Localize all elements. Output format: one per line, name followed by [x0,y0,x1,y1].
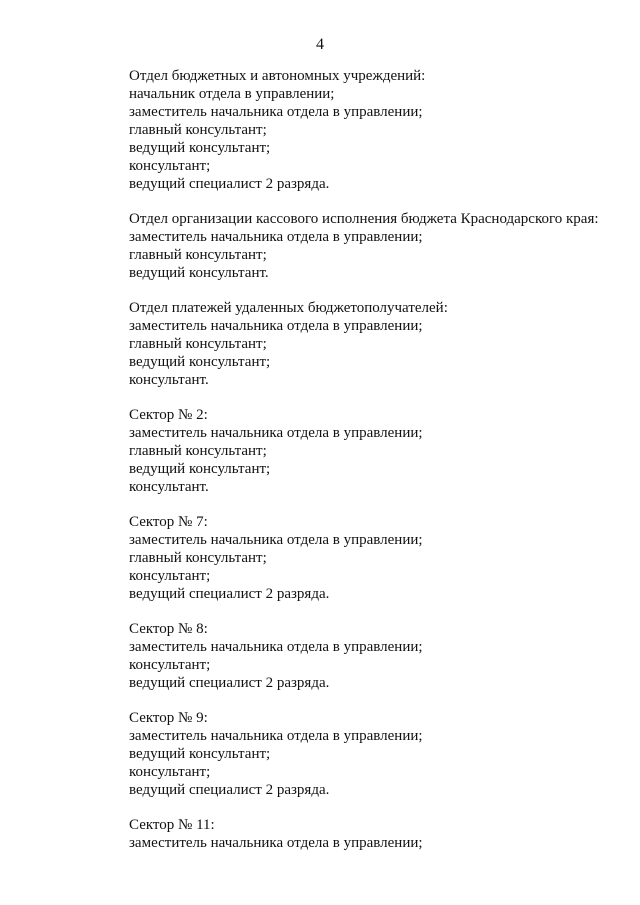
section-sector-9 [129,709,629,799]
position-line: ведущий специалист 2 разряда. [129,176,330,192]
document-body [129,67,629,852]
position-line: ведущий консультант; [129,461,271,477]
position-line: ведущий специалист 2 разряда. [129,675,330,691]
position-line: консультант; [129,158,211,174]
section-sector-8 [129,620,629,692]
position-line: ведущий консультант; [129,140,271,156]
section-heading: Сектор № 8: [129,621,208,637]
position-line: главный консультант; [129,336,267,352]
position-line: ведущий консультант; [129,746,271,762]
section-heading: Отдел организации кассового исполнения бюджета Краснодарского края: [129,211,599,227]
position-line: ведущий специалист 2 разряда. [129,782,330,798]
page-number: 4 [316,36,324,53]
section-sector-2 [129,406,629,496]
position-line: консультант. [129,479,209,495]
position-line: заместитель начальника отдела в управлении; [129,532,423,548]
position-line: заместитель начальника отдела в управлении; [129,104,423,120]
section-remote-recipients-payments [129,299,629,389]
position-line: ведущий консультант; [129,354,271,370]
position-line: заместитель начальника отдела в управлении; [129,229,423,245]
section-heading: Сектор № 9: [129,710,208,726]
position-line: консультант; [129,764,211,780]
section-heading: Сектор № 11: [129,817,215,833]
position-line: консультант; [129,568,211,584]
position-line: заместитель начальника отдела в управлении; [129,728,423,744]
position-line: консультант. [129,372,209,388]
position-line: главный консультант; [129,550,267,566]
position-line: ведущий консультант. [129,265,269,281]
position-line: ведущий специалист 2 разряда. [129,586,330,602]
section-sector-7 [129,513,629,603]
section-budget-autonomous-institutions [129,67,629,193]
section-cash-execution [129,210,629,282]
position-line: заместитель начальника отдела в управлении; [129,318,423,334]
position-line: главный консультант; [129,247,267,263]
position-line: главный консультант; [129,122,267,138]
section-heading: Сектор № 2: [129,407,208,423]
section-heading: Отдел платежей удаленных бюджетополучателей: [129,300,448,316]
position-line: заместитель начальника отдела в управлении; [129,425,423,441]
position-line: консультант; [129,657,211,673]
position-line: заместитель начальника отдела в управлении; [129,639,423,655]
position-line: главный консультант; [129,443,267,459]
section-heading: Отдел бюджетных и автономных учреждений: [129,68,426,84]
position-line: начальник отдела в управлении; [129,86,335,102]
position-line: заместитель начальника отдела в управлении; [129,835,423,851]
section-heading: Сектор № 7: [129,514,208,530]
section-sector-11 [129,816,629,852]
